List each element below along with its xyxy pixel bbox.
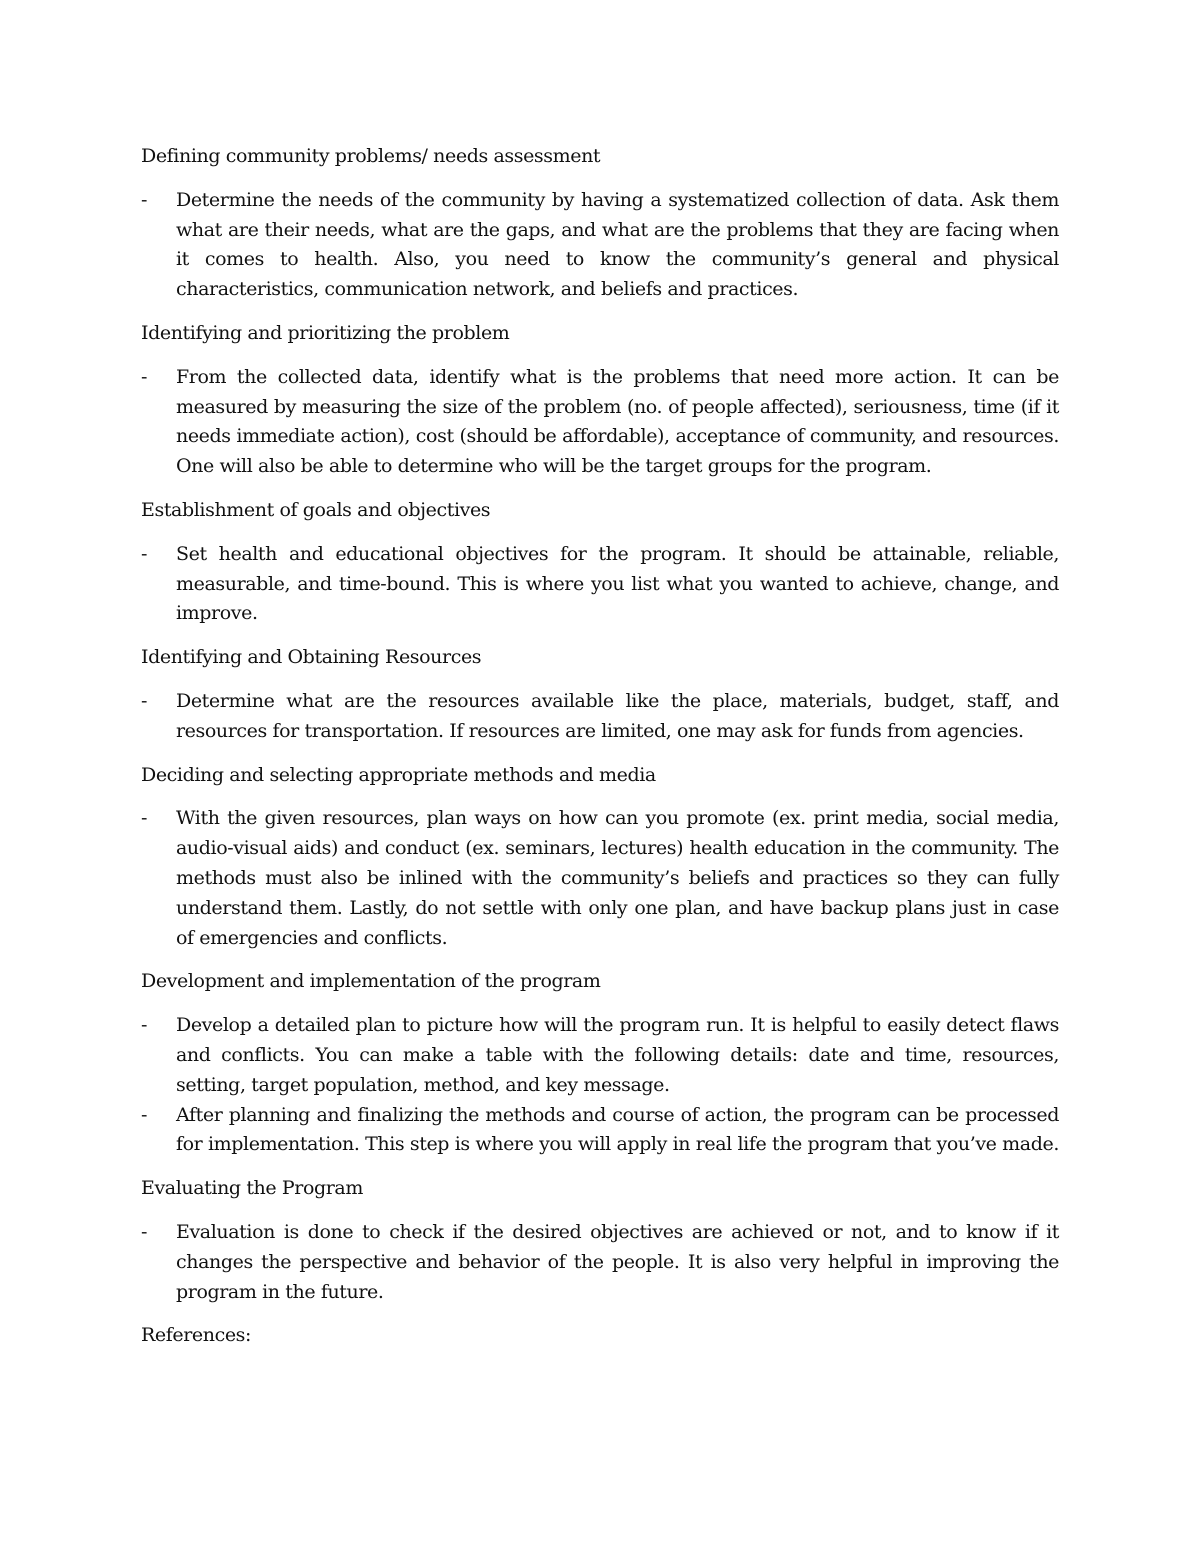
section-prioritizing-problem [141, 319, 1059, 482]
bullet-text: With the given resources, plan ways on how can you promote (ex. print media, social media, audio-visual aids) and conduct (ex. seminars, lectures) health education in the community. The methods must also be inlined with the community’s beliefs and practices so they can fully understand them. Lastly, do not settle with only one plan, and have backup plans just in case of emergencies and conflicts. [176, 807, 1059, 949]
section-heading: Evaluating the Program [141, 1177, 363, 1200]
bullet-item [141, 1101, 1059, 1161]
bullet-item [141, 804, 1059, 953]
bullet-item [141, 540, 1059, 629]
bullet-text: Develop a detailed plan to picture how will the program run. It is helpful to easily detect flaws and conflicts. You can make a table with the following details: date and time, resources, setting, target population, method, and key message. [176, 1014, 1059, 1096]
section-methods-media [141, 761, 1059, 954]
bullet-text: Set health and educational objectives for the program. It should be attainable, reliable, measurable, and time-bound. This is where you list what you wanted to achieve, change, and improve. [176, 542, 1059, 625]
bullet-list [141, 363, 1059, 482]
bullet-marker: - [141, 1220, 148, 1243]
section-evaluating-program [141, 1174, 1059, 1307]
section-heading: Development and implementation of the program [141, 970, 601, 993]
section-heading: Deciding and selecting appropriate methods and media [141, 763, 656, 786]
references-label: References: [141, 1324, 252, 1347]
bullet-list [141, 186, 1059, 305]
section-heading: Establishment of goals and objectives [141, 498, 491, 521]
section-heading: Identifying and Obtaining Resources [141, 646, 482, 669]
document-body [141, 142, 1059, 1351]
section-needs-assessment [141, 142, 1059, 305]
bullet-list [141, 1218, 1059, 1307]
bullet-marker: - [141, 1103, 148, 1126]
bullet-text: From the collected data, identify what is the problems that need more action. It can be measured by measuring the size of the problem (no. of people affected), seriousness, time (if it needs immediate action), cost (should be affordable), acceptance of community, and resources. One will also be able to determine who will be the target groups for the program. [176, 365, 1059, 478]
bullet-text: Determine what are the resources available like the place, materials, budget, staff, and resources for transportation. If resources are limited, one may ask for funds from agencies. [176, 689, 1059, 742]
bullet-text: Determine the needs of the community by having a systematized collection of data. Ask them what are their needs, what are the gaps, and what are the problems that they are facing when it comes to health. Also, you need to know the community’s general and physical characteristics, communication network, and beliefs and practices. [176, 188, 1059, 301]
bullet-marker: - [141, 1014, 148, 1037]
bullet-marker: - [141, 365, 148, 388]
section-goals-objectives [141, 496, 1059, 629]
bullet-item [141, 1218, 1059, 1307]
bullet-text: Evaluation is done to check if the desired objectives are achieved or not, and to know if it changes the perspective and behavior of the people. It is also very helpful in improving the program in the future. [176, 1220, 1059, 1303]
bullet-marker: - [141, 689, 148, 712]
bullet-text: After planning and finalizing the methods and course of action, the program can be processed for implementation. This step is where you will apply in real life the program that you’ve made. [176, 1103, 1059, 1156]
section-development-implementation [141, 967, 1059, 1160]
bullet-marker: - [141, 188, 148, 211]
section-heading: Identifying and prioritizing the problem [141, 321, 510, 344]
bullet-item [141, 363, 1059, 482]
section-heading: Defining community problems/ needs assessment [141, 145, 601, 167]
section-resources [141, 643, 1059, 746]
bullet-item [141, 186, 1059, 305]
bullet-item [141, 687, 1059, 747]
bullet-list [141, 687, 1059, 747]
bullet-list [141, 1011, 1059, 1160]
bullet-marker: - [141, 807, 148, 830]
bullet-marker: - [141, 542, 148, 565]
bullet-list [141, 540, 1059, 629]
bullet-item [141, 1011, 1059, 1100]
bullet-list [141, 804, 1059, 953]
